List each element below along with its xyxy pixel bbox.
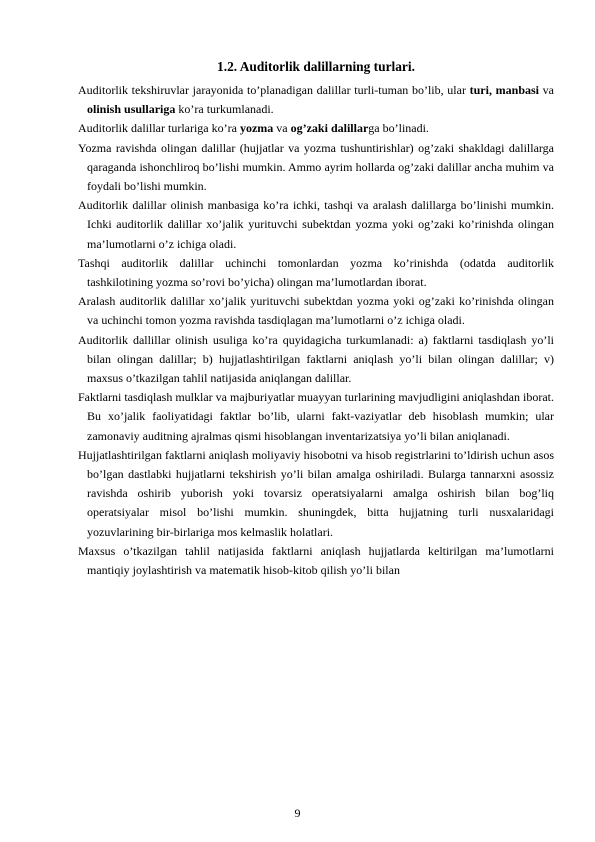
bold-term: yozma — [239, 121, 274, 136]
paragraph-2 — [78, 119, 554, 138]
bold-term: og’zaki dalillar — [290, 121, 369, 136]
paragraph-8: Faktlarni tasdiqlash mulklar va majburiyatlar muayyan turlarining mavjudligini aniqlashdan iborat. Bu xo’jalik faoliyatidagi faktlar bo’lib, ularni fakt-vaziyatlar deb hisoblash mumkin; ular zamonaviy auditning ajralmas qismi hisoblangan inventarizatsiya yo’li bilan aniqlanadi. — [78, 390, 554, 443]
paragraph-10: Maxsus o’tkazilgan tahlil natijasida faktlarni aniqlash hujjatlarda keltirilgan ma’lumotlarni mantiqiy joylashtirish va matematik hisob-kitob qilish yo’li bilan — [78, 543, 554, 578]
text-run: Auditorlik tekshiruvlar jarayonida to’planadigan dalillar turli-tuman bo’lib, ular — [78, 83, 470, 97]
paragraph-4: Auditorlik dalillar olinish manbasiga ko’ra ichki, tashqi va aralash dalillarga bo’linishi mumkin. Ichki auditorlik dalillar xo’jalik yurituvchi subektdan yozma yoki og’zaki ko’rinishda olingan ma’lumotlarni o’z ichiga oladi. — [78, 198, 554, 251]
document-body — [78, 58, 554, 580]
section-title: 1.2. Auditorlik dalillarning turlari. — [217, 59, 415, 74]
text-run: Auditorlik dalillar turlariga ko’ra — [78, 121, 240, 136]
text-run: va — [539, 83, 555, 97]
text-run: va — [273, 121, 291, 136]
bold-term: olinish usullariga — [87, 102, 176, 117]
paragraph-3: Yozma ravishda olingan dalillar (hujjatlar va yozma tushuntirishlar) og’zaki shakldagi dalillarga qaraganda ishonchliroq bo’lishi mumkin. Ammo ayrim hollarda og’zaki dalillar ancha muhim va foydali bo’lishi mumkin. — [78, 140, 554, 194]
text-run: ga bo’linadi. — [368, 121, 429, 136]
bold-term: turi, manbasi — [469, 83, 539, 97]
paragraph-9: Hujjatlashtirilgan faktlarni aniqlash moliyaviy hisobotni va hisob registrlarini to’ldirish uchun asos bo’lgan dastlabki hujjatlarni tekshirish yo’li bilan amalga oshiriladi. Bularga tannarxni asossiz ravishda oshirib yuborish yoki tovarsiz operatsiyalarni amalga oshirish bilan bog’liq operatsiyalar misol bo’lishi mumkin. shuningdek, bitta hujjatning turli nusxalaridagi yozuvlarining bir-birlariga mos kelmaslik holatlari. — [78, 447, 554, 539]
text-run: ko’ra turkumlanadi. — [175, 102, 274, 117]
paragraph-1 — [78, 81, 554, 119]
paragraph-5: Tashqi auditorlik dalillar uchinchi tomonlardan yozma ko’rinishda (odatda auditorlik tashkilotining yozma so’rovi bo’yicha) olingan ma’lumotlardan iborat. — [78, 255, 554, 290]
page-number: 9 — [294, 806, 301, 820]
paragraph-7: Auditorlik dallillar olinish usuliga ko’ra quyidagicha turkumlanadi: a) faktlarni tasdiqlash yo’li bilan olingan dalillar; b) hujjatlashtirilgan faktlarni aniqlash yo’li bilan olingan dalillar; v) maxsus o’tkazilgan tahlil natijasida aniqlangan dalillar. — [78, 332, 554, 386]
paragraph-6: Aralash auditorlik dalillar xo’jalik yurituvchi subektdan yozma yoki og’zaki ko’rinishda olingan va uchinchi tomon yozma ravishda tasdiqlagan ma’lumotlarni o’z ichiga oladi. — [78, 294, 554, 328]
